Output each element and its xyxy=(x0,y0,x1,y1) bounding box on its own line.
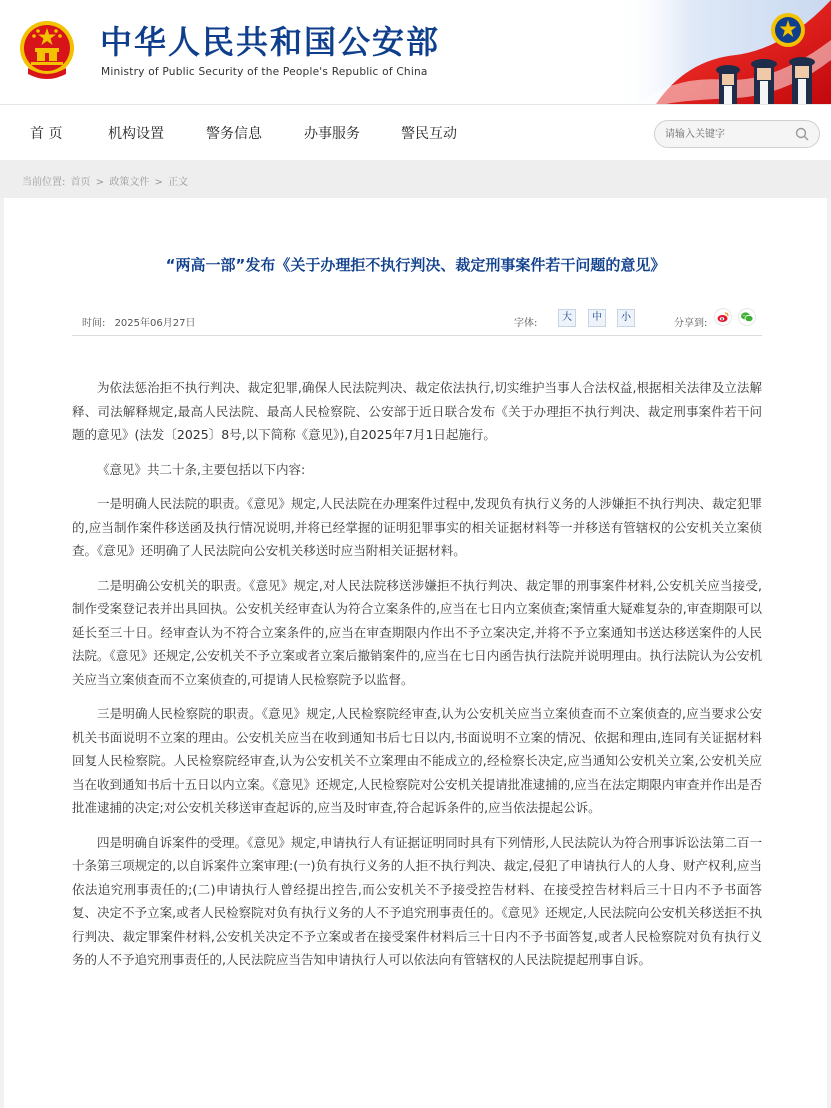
search-input[interactable] xyxy=(665,125,789,143)
paragraph: 《意见》共二十条,主要包括以下内容: xyxy=(97,461,306,477)
paragraph: 一是明确人民法院的职责。《意见》规定,人民法院在办理案件过程中,发现负有执行义务的人涉嫌拒不执行判决、裁定犯罪的,应当制作案件移送函及执行情况说明,并将已经掌握的证明犯罪事实的相关证据材料等一并移送有管辖权的公安机关立案侦查。《意见》还明确了人民法院向公安机关移送时应当附相关证据材料。 xyxy=(72,496,762,558)
breadcrumb xyxy=(0,160,831,198)
paragraph: 为依法惩治拒不执行判决、裁定犯罪,确保人民法院判决、裁定依法执行,切实维护当事人合法权益,根据相关法律及立法解释、司法解释规定,最高人民法院、最高人民检察院、公安部于近日联合发布《关于办理拒不执行判决、裁定刑事案件若干问题的意见》(法发〔2025〕8号,以下简称《意见》),自2025年7月1日起施行。 xyxy=(72,380,762,442)
main-nav xyxy=(0,104,831,160)
site-title-english: Ministry of Public Security of the People's Republic of China xyxy=(101,66,428,78)
breadcrumb-current: 正文 xyxy=(168,177,189,188)
breadcrumb-separator: > xyxy=(154,177,163,188)
paragraph: 三是明确人民检察院的职责。《意见》规定,人民检察院经审查,认为公安机关应当立案侦查而不立案侦查的,应当要求公安机关书面说明不立案的理由。公安机关应当在收到通知书后七日以内,书面说明不立案的情况、依据和理由,连同有关证据材料回复人民检察院。人民检察院经审查,认为公安机关不立案理由不能成立的,经检察长决定,应当通知公安机关立案,公安机关应当在收到通知书后十五日以内立案。《意见》还规定,人民检察院对公安机关提请批准逮捕的,应当在法定期限内审查并作出是否批准逮捕的决定;对公安机关移送审查起诉的,应当及时审查,符合起诉条件的,应当依法提起公诉。 xyxy=(72,706,762,815)
nav-item-organization[interactable]: 机构设置 xyxy=(108,126,164,142)
publish-time-value: 2025年06月27日 xyxy=(114,318,196,329)
font-size-label: 字体: xyxy=(514,318,538,329)
nav-item-police-info[interactable]: 警务信息 xyxy=(206,126,262,142)
article-title: “两高一部”发布《关于办理拒不执行判决、裁定刑事案件若干问题的意见》 xyxy=(165,256,666,274)
police-banner-icon xyxy=(616,0,831,104)
weibo-icon[interactable] xyxy=(714,308,732,326)
publish-time-label: 时间: xyxy=(82,318,106,329)
article-body xyxy=(72,376,762,983)
breadcrumb-separator: > xyxy=(95,177,105,188)
article xyxy=(4,198,827,1108)
font-size-large-button[interactable]: 大 xyxy=(558,309,576,327)
nav-item-interaction[interactable]: 警民互动 xyxy=(401,126,457,142)
site-header xyxy=(0,0,831,104)
article-meta xyxy=(72,306,762,336)
breadcrumb-home[interactable]: 首页 xyxy=(70,177,91,188)
breadcrumb-prefix: 当前位置: xyxy=(22,177,66,188)
search-box xyxy=(654,120,820,148)
font-size-medium-button[interactable]: 中 xyxy=(588,309,606,327)
nav-item-services[interactable]: 办事服务 xyxy=(304,126,360,142)
publish-time xyxy=(82,314,195,329)
paragraph: 二是明确公安机关的职责。《意见》规定,对人民法院移送涉嫌拒不执行判决、裁定罪的刑事案件材料,公安机关应当接受,制作受案登记表并出具回执。公安机关经审查认为符合立案条件的,应当在七日内立案侦查;案情重大疑难复杂的,审查期限可以延长至三十日。经审查认为不符合立案条件的,应当在审查期限内作出不予立案决定,并将不予立案通知书送达移送案件的人民法院。《意见》还规定,公安机关不予立案或者立案后撤销案件的,应当在七日内函告执行法院并说明理由。执行法院认为公安机关应当立案侦查而不立案侦查的,可提请人民检察院予以监督。 xyxy=(72,577,762,687)
national-emblem-icon[interactable] xyxy=(18,18,76,84)
site-title: 中华人民共和国公安部 xyxy=(100,23,441,61)
search-icon[interactable] xyxy=(795,127,809,141)
font-size-small-button[interactable]: 小 xyxy=(617,309,635,327)
nav-item-home[interactable]: 首 页 xyxy=(30,126,63,142)
paragraph: 四是明确自诉案件的受理。《意见》规定,申请执行人有证据证明同时具有下列情形,人民法院认为符合刑事诉讼法第二百一十条第三项规定的,以自诉案件立案审理:(一)负有执行义务的人拒不执行判决、裁定,侵犯了申请执行人的人身、财产权利,应当依法追究刑事责任的;(二)申请执行人曾经提出控告,而公安机关不予接受控告材料、在接受控告材料后三十日内不予书面答复、决定不予立案,或者人民检察院对负有执行义务的人不予追究刑事责任的。《意见》还规定,人民法院向公安机关移送拒不执行判决、裁定罪案件材料,公安机关决定不予立案或者在接受案件材料后三十日内不予书面答复,或者人民检察院对负有执行义务的人不予追究刑事责任的,人民法院应当告知申请执行人可以依法向有管辖权的人民法院提起刑事自诉。 xyxy=(72,834,762,967)
wechat-icon[interactable] xyxy=(738,308,756,326)
share-label: 分享到: xyxy=(674,318,708,329)
breadcrumb-policy[interactable]: 政策文件 xyxy=(109,177,150,188)
